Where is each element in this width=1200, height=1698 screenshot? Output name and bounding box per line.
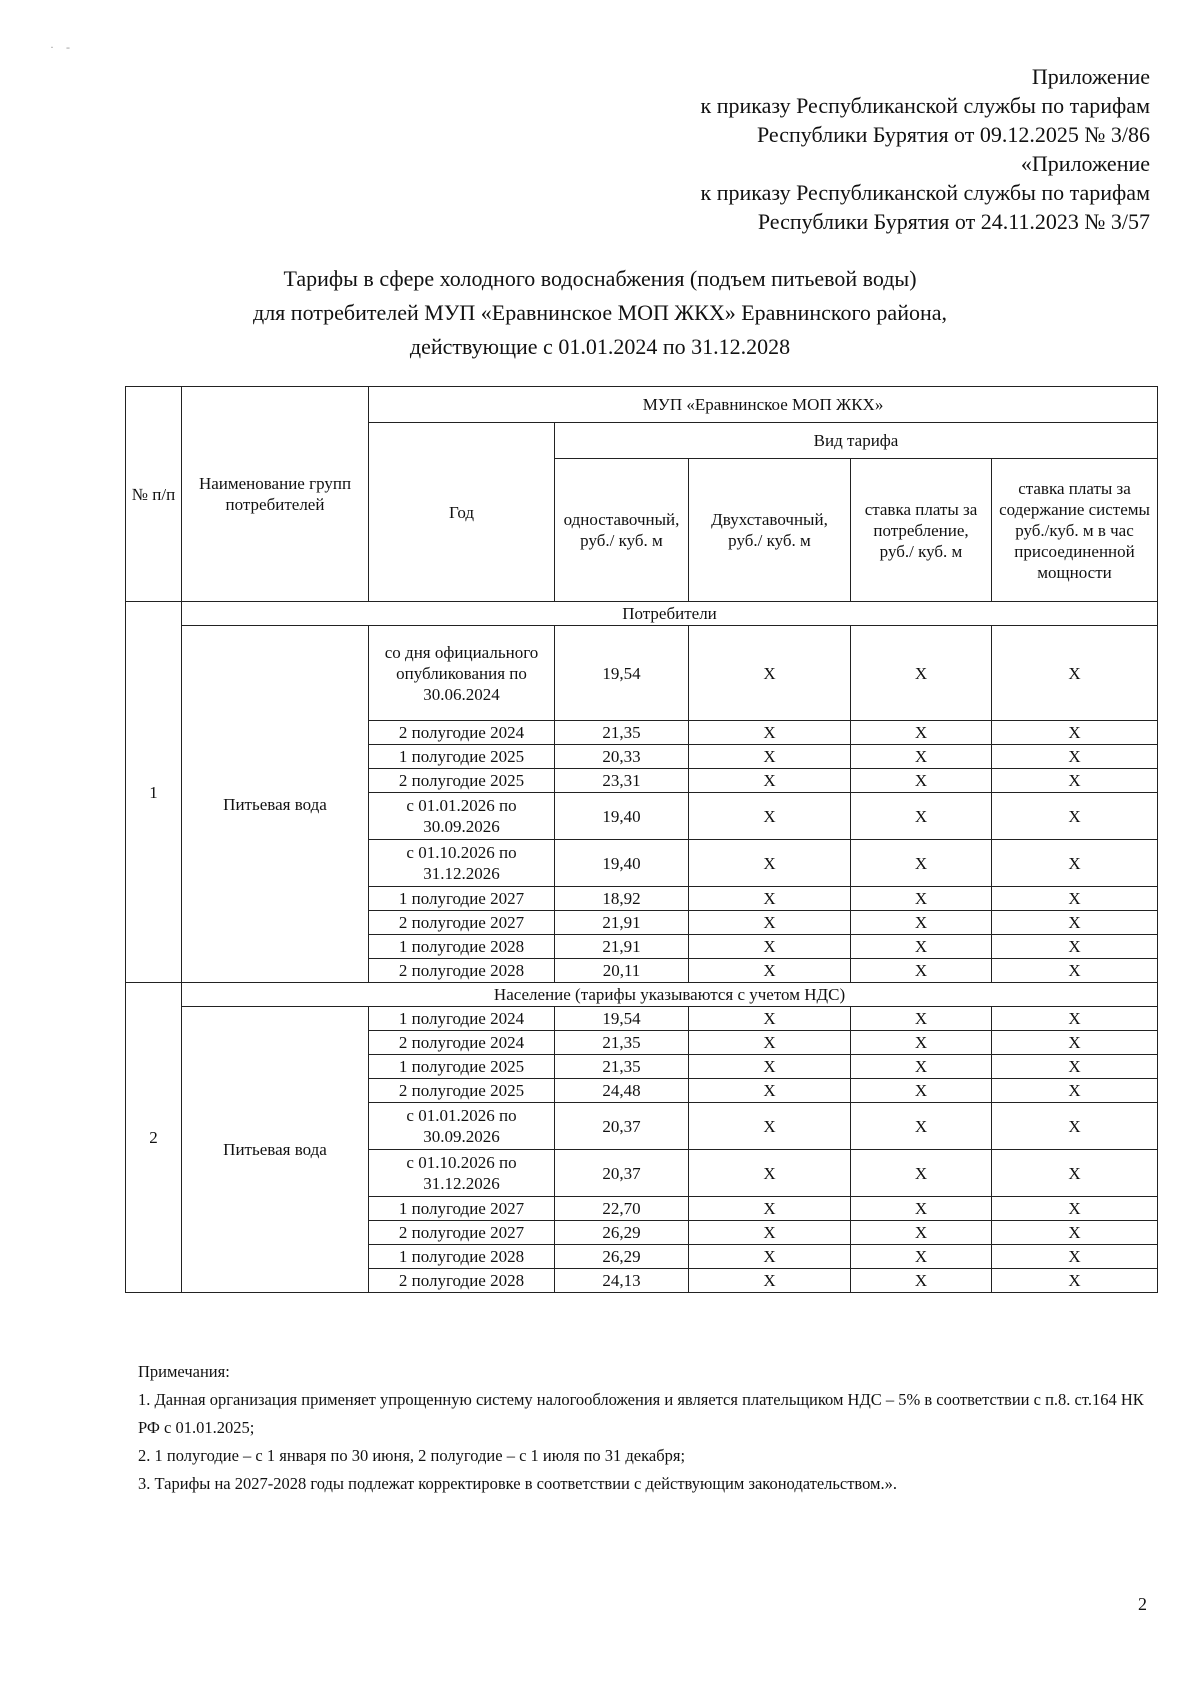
cell-period: с 01.10.2026 по 31.12.2026 [369, 1150, 555, 1197]
cell-two: Х [689, 1079, 851, 1103]
cell-maintenance: Х [992, 1079, 1158, 1103]
header-two-rate: Двухставочный, руб./ куб. м [689, 459, 851, 602]
cell-single: 22,70 [555, 1197, 689, 1221]
cell-single: 21,35 [555, 721, 689, 745]
header-line: к приказу Республиканской службы по тарифам [700, 180, 1150, 205]
header-line: Республики Бурятия от 09.12.2025 № 3/86 [756, 122, 1150, 147]
cell-consumption: Х [851, 1245, 992, 1269]
header-organization: МУП «Еравнинское МОП ЖКХ» [369, 387, 1158, 423]
cell-two: Х [689, 959, 851, 983]
cell-two: Х [689, 1103, 851, 1150]
cell-maintenance: Х [992, 887, 1158, 911]
cell-consumption: Х [851, 769, 992, 793]
header-tariff-type: Вид тарифа [555, 423, 1158, 459]
cell-single: 26,29 [555, 1221, 689, 1245]
cell-maintenance: Х [992, 911, 1158, 935]
cell-consumption: Х [851, 1031, 992, 1055]
cell-single: 20,37 [555, 1103, 689, 1150]
cell-single: 21,91 [555, 935, 689, 959]
cell-maintenance: Х [992, 840, 1158, 887]
cell-two: Х [689, 793, 851, 840]
note-item: 3. Тарифы на 2027-2028 годы подлежат корректировке в соответствии с действующим законодательством.». [138, 1474, 897, 1493]
cell-consumption: Х [851, 745, 992, 769]
cell-consumption: Х [851, 911, 992, 935]
cell-maintenance: Х [992, 793, 1158, 840]
cell-maintenance: Х [992, 959, 1158, 983]
cell-period: 1 полугодие 2024 [369, 1007, 555, 1031]
note-item: 1. Данная организация применяет упрощенную систему налогообложения и является плательщиком НДС – 5% в соответствии с п.8. ст.164 НК РФ с 01.01.2025; [138, 1390, 1144, 1437]
cell-consumption: Х [851, 626, 992, 721]
cell-single: 21,35 [555, 1055, 689, 1079]
section-number: 1 [126, 602, 182, 983]
cell-period: 2 полугодие 2025 [369, 1079, 555, 1103]
cell-maintenance: Х [992, 1245, 1158, 1269]
cell-single: 21,35 [555, 1031, 689, 1055]
cell-period: 1 полугодие 2025 [369, 745, 555, 769]
cell-period: 2 полугодие 2027 [369, 1221, 555, 1245]
cell-period: 1 полугодие 2028 [369, 1245, 555, 1269]
cell-maintenance: Х [992, 1269, 1158, 1293]
cell-consumption: Х [851, 959, 992, 983]
cell-single: 24,13 [555, 1269, 689, 1293]
cell-two: Х [689, 1197, 851, 1221]
cell-period: со дня официального опубликования по 30.06.2024 [369, 626, 555, 721]
cell-consumption: Х [851, 935, 992, 959]
title-line: Тарифы в сфере холодного водоснабжения (подъем питьевой воды) [283, 266, 917, 291]
cell-maintenance: Х [992, 935, 1158, 959]
cell-period: 2 полугодие 2028 [369, 1269, 555, 1293]
cell-consumption: Х [851, 887, 992, 911]
cell-single: 21,91 [555, 911, 689, 935]
section-number: 2 [126, 983, 182, 1293]
group-name: Питьевая вода [182, 626, 369, 983]
cell-consumption: Х [851, 1269, 992, 1293]
page-number: 2 [1138, 1594, 1147, 1614]
notes-heading: Примечания: [138, 1362, 230, 1381]
cell-maintenance: Х [992, 1007, 1158, 1031]
header-line: «Приложение [1020, 151, 1150, 176]
cell-two: Х [689, 1221, 851, 1245]
cell-period: с 01.10.2026 по 31.12.2026 [369, 840, 555, 887]
cell-two: Х [689, 1150, 851, 1197]
cell-consumption: Х [851, 793, 992, 840]
cell-single: 23,31 [555, 769, 689, 793]
cell-period: 2 полугодие 2028 [369, 959, 555, 983]
cell-maintenance: Х [992, 1197, 1158, 1221]
notes [138, 1358, 1160, 1498]
cell-consumption: Х [851, 1079, 992, 1103]
cell-period: 1 полугодие 2027 [369, 887, 555, 911]
cell-maintenance: Х [992, 1221, 1158, 1245]
cell-two: Х [689, 626, 851, 721]
header-single-rate: одноставочный, руб./ куб. м [555, 459, 689, 602]
cell-two: Х [689, 935, 851, 959]
cell-single: 24,48 [555, 1079, 689, 1103]
cell-maintenance: Х [992, 745, 1158, 769]
cell-single: 18,92 [555, 887, 689, 911]
note-item: 2. 1 полугодие – с 1 января по 30 июня, 2 полугодие – с 1 июля по 31 декабря; [138, 1446, 686, 1465]
section-title: Население (тарифы указываются с учетом НДС) [182, 983, 1158, 1007]
cell-two: Х [689, 745, 851, 769]
title-line: действующие с 01.01.2024 по 31.12.2028 [409, 334, 791, 359]
cell-single: 26,29 [555, 1245, 689, 1269]
cell-consumption: Х [851, 1007, 992, 1031]
cell-two: Х [689, 1031, 851, 1055]
cell-two: Х [689, 911, 851, 935]
title-line: для потребителей МУП «Еравнинское МОП ЖКХ» Еравнинского района, [253, 300, 947, 325]
header-year: Год [369, 423, 555, 602]
cell-maintenance: Х [992, 769, 1158, 793]
scan-speck: · - [50, 40, 70, 54]
cell-two: Х [689, 769, 851, 793]
cell-two: Х [689, 1269, 851, 1293]
header-number: № п/п [126, 387, 182, 602]
cell-period: 1 полугодие 2028 [369, 935, 555, 959]
cell-two: Х [689, 840, 851, 887]
cell-maintenance: Х [992, 1031, 1158, 1055]
document-title [0, 262, 1200, 364]
cell-period: с 01.01.2026 по 30.09.2026 [369, 1103, 555, 1150]
cell-single: 19,54 [555, 1007, 689, 1031]
cell-period: 2 полугодие 2024 [369, 721, 555, 745]
cell-period: с 01.01.2026 по 30.09.2026 [369, 793, 555, 840]
cell-single: 19,54 [555, 626, 689, 721]
header-maintenance-rate: ставка платы за содержание системы руб./куб. м в час присоединенной мощности [992, 459, 1158, 602]
cell-consumption: Х [851, 721, 992, 745]
cell-consumption: Х [851, 1221, 992, 1245]
table-row [126, 626, 1158, 721]
cell-period: 1 полугодие 2027 [369, 1197, 555, 1221]
cell-consumption: Х [851, 1103, 992, 1150]
cell-consumption: Х [851, 840, 992, 887]
group-name: Питьевая вода [182, 1007, 369, 1293]
header-line: Республики Бурятия от 24.11.2023 № 3/57 [757, 209, 1150, 234]
cell-two: Х [689, 1007, 851, 1031]
cell-single: 20,33 [555, 745, 689, 769]
header-line: Приложение [1031, 64, 1150, 89]
tariff-table [125, 386, 1158, 1293]
cell-maintenance: Х [992, 1055, 1158, 1079]
table-row [126, 1007, 1158, 1031]
cell-two: Х [689, 887, 851, 911]
cell-period: 2 полугодие 2025 [369, 769, 555, 793]
cell-two: Х [689, 1245, 851, 1269]
cell-maintenance: Х [992, 1150, 1158, 1197]
cell-consumption: Х [851, 1197, 992, 1221]
header-group: Наименование групп потребителей [182, 387, 369, 602]
cell-two: Х [689, 1055, 851, 1079]
document-header [450, 62, 1150, 236]
cell-maintenance: Х [992, 721, 1158, 745]
header-consumption-rate: ставка платы за потребление, руб./ куб. м [851, 459, 992, 602]
cell-single: 20,11 [555, 959, 689, 983]
cell-consumption: Х [851, 1150, 992, 1197]
cell-period: 2 полугодие 2024 [369, 1031, 555, 1055]
cell-single: 19,40 [555, 793, 689, 840]
cell-period: 1 полугодие 2025 [369, 1055, 555, 1079]
cell-single: 19,40 [555, 840, 689, 887]
section-title: Потребители [182, 602, 1158, 626]
cell-maintenance: Х [992, 626, 1158, 721]
cell-maintenance: Х [992, 1103, 1158, 1150]
cell-two: Х [689, 721, 851, 745]
cell-single: 20,37 [555, 1150, 689, 1197]
cell-period: 2 полугодие 2027 [369, 911, 555, 935]
header-line: к приказу Республиканской службы по тарифам [700, 93, 1150, 118]
cell-consumption: Х [851, 1055, 992, 1079]
